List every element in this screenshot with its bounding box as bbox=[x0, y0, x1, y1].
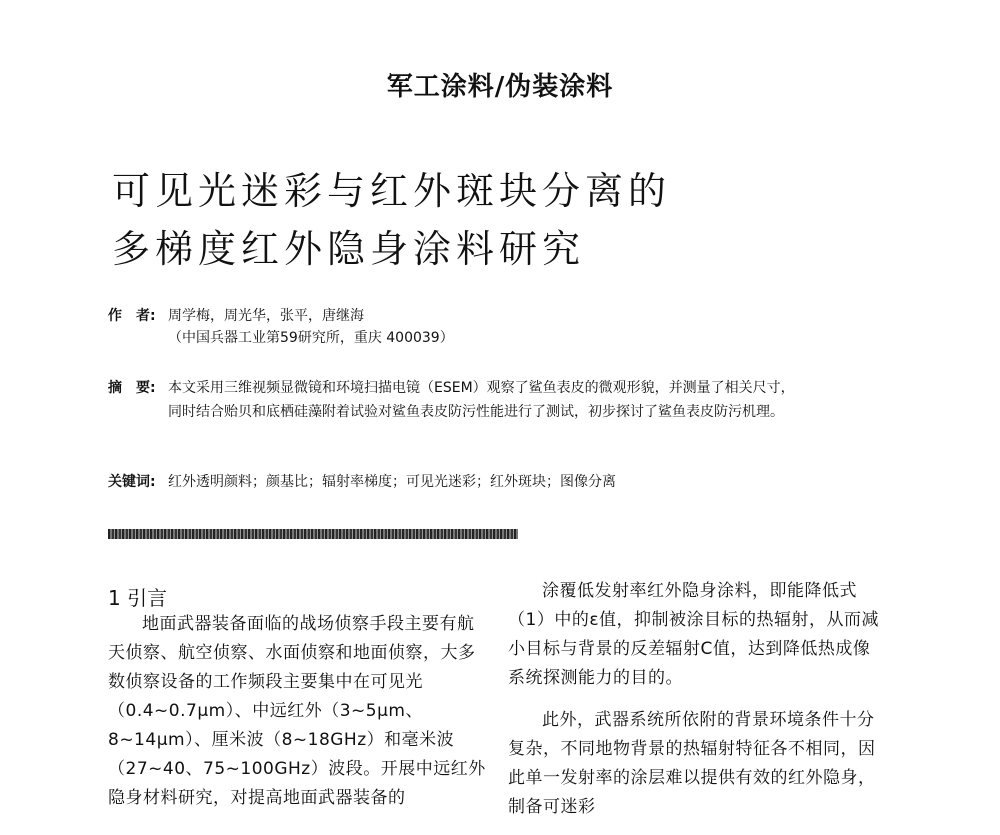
abstract-text: 本文采用三维视频显微镜和环境扫描电镜（ESEM）观察了鲨鱼表皮的微观形貌，并测量了相关尺寸，同时结合贻贝和底栖硅藻附着试验对鲨鱼表皮防污性能进行了测试，初步探讨了鲨鱼表皮防污机理。 bbox=[168, 380, 795, 420]
abstract-label: 摘 要: bbox=[108, 380, 156, 396]
left-column bbox=[108, 610, 486, 826]
section-heading: 1 引言 bbox=[108, 586, 168, 610]
keywords-line bbox=[108, 472, 616, 492]
right-paragraph-1: 涂覆低发射率红外隐身涂料，即能降低式（1）中的ε值，抑制被涂目标的热辐射，从而减小目标与背景的反差辐射C值，达到降低热成像系统探测能力的目的。 bbox=[508, 581, 880, 688]
left-paragraph: 地面武器装备面临的战场侦察手段主要有航天侦察、航空侦察、水面侦察和地面侦察，大多数侦察设备的工作频段主要集中在可见光（0.4~0.7μm）、中远红外（3~5μm、8~14μm）、厘米波（8~18GHz）和毫米波（27~40、75~100GHz）波段。开展中远红外隐身材料研究，对提高地面武器装备的 bbox=[108, 614, 486, 808]
section-divider bbox=[108, 529, 518, 539]
right-paragraph-2: 此外，武器系统所依附的背景环境条件十分复杂，不同地物背景的热辐射特征各不相同，因此单一发射率的涂层难以提供有效的红外隐身，制备可迷彩 bbox=[508, 710, 876, 817]
right-column bbox=[508, 577, 884, 835]
affiliation: （中国兵器工业第59研究所，重庆 400039） bbox=[168, 330, 454, 346]
paper-title-line-1: 可见光迷彩与红外斑块分离的 bbox=[112, 169, 672, 213]
keywords-label: 关键词: bbox=[108, 474, 156, 490]
paper-title-line-2: 多梯度红外隐身涂料研究 bbox=[112, 227, 586, 271]
abstract-block bbox=[108, 376, 808, 424]
author-label: 作 者: bbox=[108, 308, 156, 324]
author-line bbox=[108, 306, 364, 326]
author-names: 周学梅，周光华，张平，唐继海 bbox=[168, 308, 364, 324]
section-header: 军工涂料/伪装涂料 bbox=[386, 72, 614, 102]
keywords-text: 红外透明颜料；颜基比；辐射率梯度；可见光迷彩；红外斑块；图像分离 bbox=[168, 474, 616, 490]
